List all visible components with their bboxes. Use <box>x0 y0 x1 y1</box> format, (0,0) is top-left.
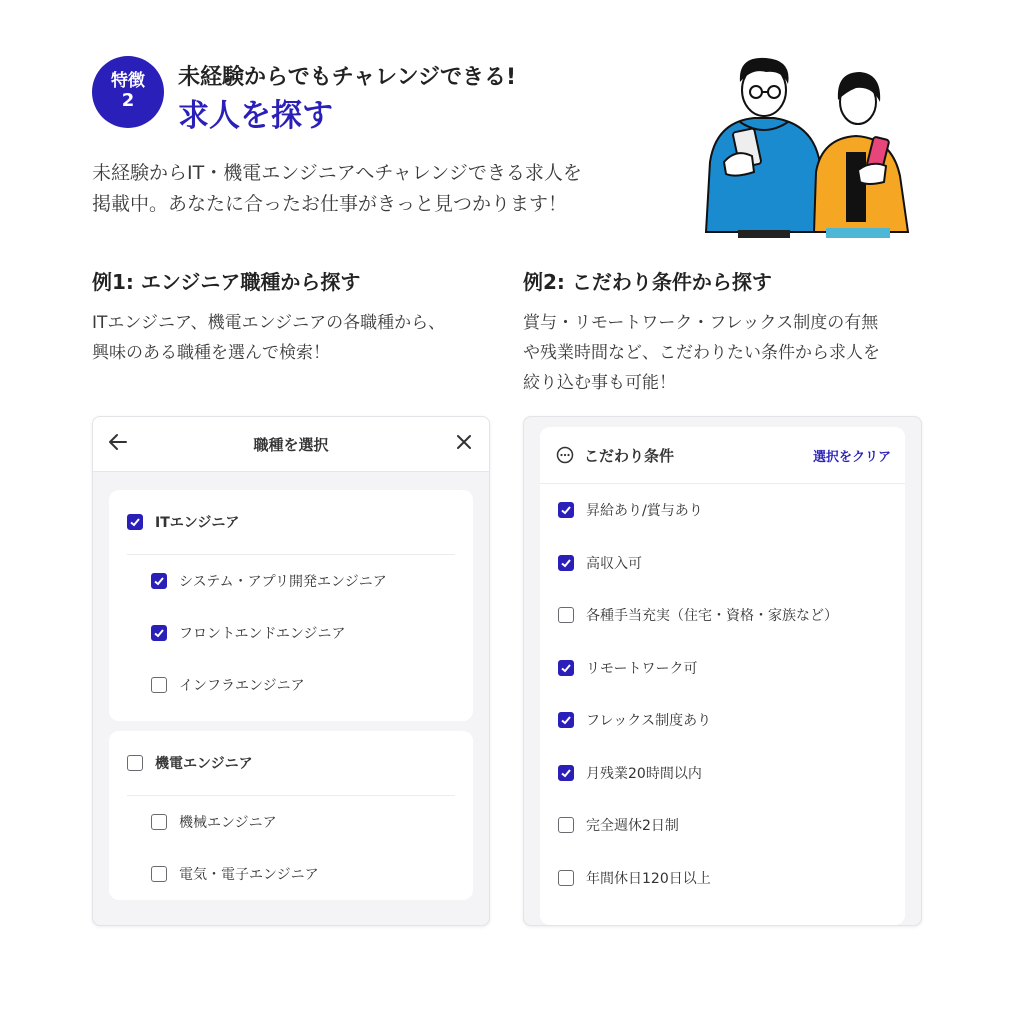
job-child-row <box>127 607 455 659</box>
condition-row <box>540 747 905 800</box>
checkmark-icon <box>153 575 165 587</box>
checkmark-icon <box>153 627 165 639</box>
condition-row <box>540 852 905 905</box>
condition-row <box>540 484 905 537</box>
checkbox-unchecked[interactable] <box>151 866 167 882</box>
job-group-mechatronics <box>109 731 473 900</box>
job-parent-row <box>127 490 455 555</box>
arrow-left-icon[interactable] <box>107 431 129 453</box>
clear-selection-link[interactable]: 選択をクリア <box>812 449 891 465</box>
checkbox-unchecked[interactable] <box>151 814 167 830</box>
example2-desc-line: 賞与・リモートワーク・フレックス制度の有無 <box>523 313 879 333</box>
checkbox-checked[interactable] <box>558 660 574 676</box>
checkbox-checked[interactable] <box>127 514 143 530</box>
condition-label: フレックス制度あり <box>586 713 712 730</box>
condition-row <box>540 589 905 642</box>
example2-desc-line: 絞り込む事も可能！ <box>523 373 676 393</box>
feature-badge <box>92 56 164 128</box>
section-title: 求人を探す <box>178 98 333 134</box>
checkmark-icon <box>560 504 572 516</box>
conditions-header <box>540 427 905 484</box>
job-child-row <box>127 555 455 607</box>
checkmark-icon <box>560 662 572 674</box>
checkbox-unchecked[interactable] <box>558 870 574 886</box>
feature-badge-label: 特徴 <box>111 70 145 91</box>
job-child-label: 機械エンジニア <box>179 815 277 831</box>
conditions-panel <box>523 416 922 926</box>
job-child-label: システム・アプリ開発エンジニア <box>179 574 387 590</box>
conditions-title: こだわり条件 <box>584 446 675 465</box>
checkbox-unchecked[interactable] <box>127 755 143 771</box>
condition-row <box>540 799 905 852</box>
ellipsis-circle-icon <box>556 446 574 464</box>
checkbox-checked[interactable] <box>558 765 574 781</box>
checkbox-checked[interactable] <box>151 625 167 641</box>
checkbox-checked[interactable] <box>558 555 574 571</box>
lead-text <box>92 158 692 220</box>
checkmark-icon <box>560 767 572 779</box>
condition-row <box>540 694 905 747</box>
example1-desc-line: ITエンジニア、機電エンジニアの各職種から、 <box>92 313 446 333</box>
checkbox-checked[interactable] <box>151 573 167 589</box>
section-subtitle: 未経験からでもチャレンジできる! <box>178 65 517 90</box>
checkbox-unchecked[interactable] <box>558 817 574 833</box>
job-child-label: 電気・電子エンジニア <box>179 867 319 883</box>
example2-title: 例2: こだわり条件から探す <box>523 270 772 294</box>
checkbox-unchecked[interactable] <box>558 607 574 623</box>
condition-label: リモートワーク可 <box>586 660 698 677</box>
example2-description <box>523 308 880 398</box>
job-child-row <box>127 659 455 711</box>
lead-line: 掲載中。あなたに合ったお仕事がきっと見つかります！ <box>92 193 568 215</box>
condition-label: 年間休日120日以上 <box>586 870 711 887</box>
people-with-phones-illustration <box>696 52 921 238</box>
checkmark-icon <box>129 516 141 528</box>
job-group-it <box>109 490 473 721</box>
job-parent-label: 機電エンジニア <box>155 756 253 772</box>
close-icon[interactable] <box>453 431 475 453</box>
job-child-row <box>127 848 455 900</box>
checkmark-icon <box>560 714 572 726</box>
condition-row <box>540 537 905 590</box>
checkbox-checked[interactable] <box>558 712 574 728</box>
job-parent-label: ITエンジニア <box>155 515 240 531</box>
condition-label: 各種手当充実（住宅・資格・家族など） <box>586 608 838 625</box>
job-type-selector-panel <box>92 416 490 926</box>
panel-title: 職種を選択 <box>253 435 329 454</box>
example1-desc-line: 興味のある職種を選んで検索！ <box>92 343 330 363</box>
checkbox-checked[interactable] <box>558 502 574 518</box>
job-child-row <box>127 796 455 848</box>
job-child-label: インフラエンジニア <box>179 678 305 694</box>
checkmark-icon <box>560 557 572 569</box>
condition-label: 月残業20時間以内 <box>586 765 702 782</box>
example1-description <box>92 308 445 368</box>
feature-badge-number: 2 <box>121 90 135 112</box>
condition-label: 昇給あり/賞与あり <box>586 503 703 520</box>
checkbox-unchecked[interactable] <box>151 677 167 693</box>
example1-title: 例1: エンジニア職種から探す <box>92 270 361 294</box>
condition-label: 完全週休2日制 <box>586 818 679 835</box>
conditions-card <box>540 427 905 925</box>
example2-desc-line: や残業時間など、こだわりたい条件から求人を <box>523 343 880 363</box>
condition-row <box>540 642 905 695</box>
job-child-label: フロントエンドエンジニア <box>179 626 346 642</box>
condition-label: 高収入可 <box>586 555 642 572</box>
lead-line: 未経験からIT・機電エンジニアへチャレンジできる求人を <box>92 162 582 184</box>
panel-header <box>93 417 489 472</box>
job-parent-row <box>127 731 455 796</box>
